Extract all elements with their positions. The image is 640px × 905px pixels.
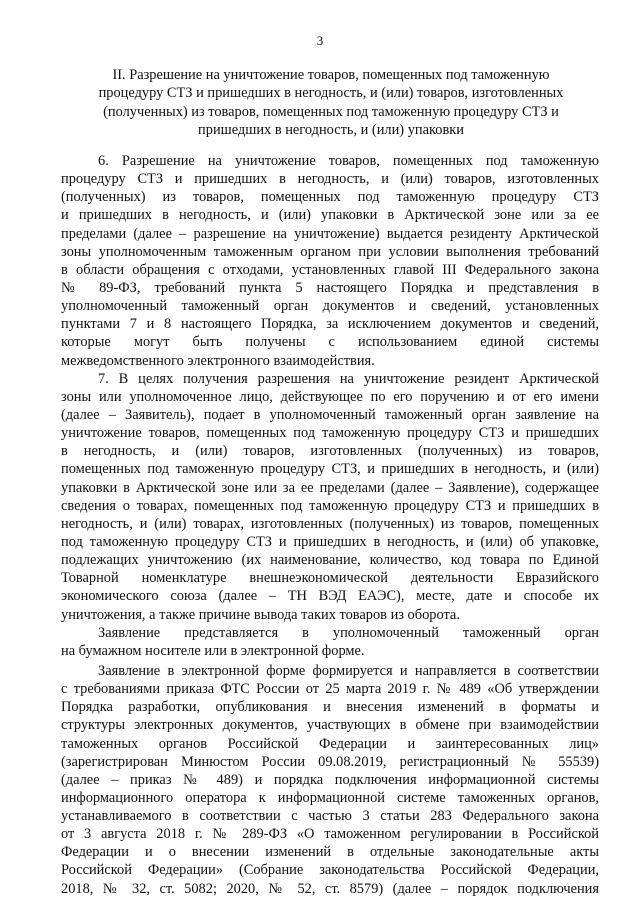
text-line: с требованиями приказа ФТС России от 25 марта 2019 г. № 489 «Об утверждении bbox=[61, 681, 599, 698]
text-line: зоны или уполномоченное лицо, действующее по его поручению и от его имени bbox=[61, 388, 599, 405]
body-text bbox=[61, 152, 599, 898]
paragraph-7 bbox=[61, 370, 599, 624]
heading-line: процедуру СТЗ и пришедших в негодность, и (или) товаров, изготовленных bbox=[98, 85, 564, 102]
text-line: помещенных под таможенную процедуру СТЗ, и пришедших в негодность, и (или) bbox=[61, 461, 599, 478]
text-line: информационного оператора к информационной системе таможенных органов, bbox=[61, 789, 599, 806]
text-line: (полученных) из товаров, помещенных под таможенную процедуру СТЗ bbox=[61, 189, 599, 206]
text-line: таможенных органов Российской Федерации и заинтересованных лиц» bbox=[61, 735, 599, 752]
paragraph-6 bbox=[61, 152, 599, 370]
text-line: Порядка разработки, опубликования и внесения изменений в форматы и bbox=[61, 699, 599, 716]
paragraph-submission bbox=[61, 624, 599, 660]
text-line: уничтожения, а также причине вывода таких товаров из оборота. bbox=[61, 606, 460, 623]
text-line: (далее – Заявитель), подает в уполномоченный таможенный орган заявление на bbox=[61, 406, 599, 423]
text-line: негодность, и (или) товарах, изготовленных (полученных) из товаров, помещенных bbox=[61, 515, 599, 532]
text-line: Заявление в электронной форме формируется и направляется в соответствии bbox=[98, 662, 599, 679]
text-line: № 89-ФЗ, требований пункта 5 настоящего Порядка и представления в bbox=[61, 279, 599, 296]
section-heading bbox=[66, 66, 596, 139]
text-line: Товарной номенклатуре внешнеэкономической деятельности Евразийского bbox=[61, 570, 599, 587]
text-line: пунктами 7 и 8 настоящего Порядка, за исключением документов и сведений, bbox=[61, 316, 599, 333]
text-line: Федерации и о внесении изменений в отдельные законодательные акты bbox=[61, 844, 599, 861]
text-line: межведомственного электронного взаимодействия. bbox=[61, 352, 375, 369]
text-line: пределами (далее – разрешение на уничтожение) выдается резиденту Арктической bbox=[61, 225, 599, 242]
text-line: сведения о товарах, помещенных под таможенную процедуру СТЗ и пришедших в bbox=[61, 497, 599, 514]
text-line: (далее – приказ № 489) и порядка подключения информационной системы bbox=[61, 771, 599, 788]
text-line: упаковки в Арктической зоне или за ее пределами (далее – Заявление), содержащее bbox=[61, 479, 599, 496]
text-line: структуры электронных документов, участвующих в обмене при взаимодействии bbox=[61, 717, 599, 734]
text-line: уничтожение товаров, помещенных под таможенную процедуру СТЗ и пришедших bbox=[61, 425, 599, 442]
text-line: Заявление представляется в уполномоченный таможенный орган bbox=[98, 624, 599, 641]
text-line: и пришедших в негодность, и (или) упаковки в Арктической зоне или за ее bbox=[61, 207, 599, 224]
text-line: зоны уполномоченным таможенным органом при условии выполнения требований bbox=[61, 243, 599, 260]
text-line: в негодность, и (или) товаров, изготовленных (полученных) из товаров, bbox=[61, 443, 599, 460]
paragraph-electronic-form bbox=[61, 662, 599, 898]
text-line: 6. Разрешение на уничтожение товаров, помещенных под таможенную bbox=[98, 153, 599, 169]
heading-line: (полученных) из товаров, помещенных под таможенную процедуру СТЗ и bbox=[103, 103, 559, 120]
heading-line: пришедших в негодность, и (или) упаковки bbox=[198, 121, 464, 138]
page-number: 3 bbox=[316, 33, 324, 48]
text-line: в области обращения с отходами, установленных главой III Федерального закона bbox=[61, 261, 599, 278]
text-line: от 3 августа 2018 г. № 289-ФЗ «О таможенном регулировании в Российской bbox=[61, 826, 599, 843]
text-line: под таможенную процедуру СТЗ и пришедших в негодность, и (или) об упаковке, bbox=[61, 533, 599, 550]
text-line: экономического союза (далее – ТН ВЭД ЕАЭС), месте, дате и способе их bbox=[61, 588, 599, 605]
text-line: 2018, № 32, ст. 5082; 2020, № 52, ст. 8579) (далее – порядок подключения bbox=[61, 880, 599, 897]
text-line: процедуру СТЗ и пришедших в негодность, и (или) товаров, изготовленных bbox=[61, 171, 599, 188]
text-line: устанавливаемого в соответствии с частью 3 статьи 283 Федерального закона bbox=[61, 808, 599, 825]
text-line: на бумажном носителе или в электронной форме. bbox=[61, 642, 365, 659]
heading-line: II. Разрешение на уничтожение товаров, помещенных под таможенную bbox=[112, 67, 550, 83]
text-line: подлежащих уничтожению (их наименование, количество, код товара по Единой bbox=[61, 552, 599, 569]
text-line: (зарегистрирован Минюстом России 09.08.2019, регистрационный № 55539) bbox=[61, 753, 599, 770]
text-line: которые могут быть получены с использованием единой системы bbox=[61, 334, 599, 351]
text-line: 7. В целях получения разрешения на уничтожение резидент Арктической bbox=[98, 370, 599, 387]
text-line: уполномоченный таможенный орган документов и сведений, установленных bbox=[61, 298, 599, 315]
text-line: Российской Федерации» (Собрание законодательства Российской Федерации, bbox=[61, 862, 599, 879]
